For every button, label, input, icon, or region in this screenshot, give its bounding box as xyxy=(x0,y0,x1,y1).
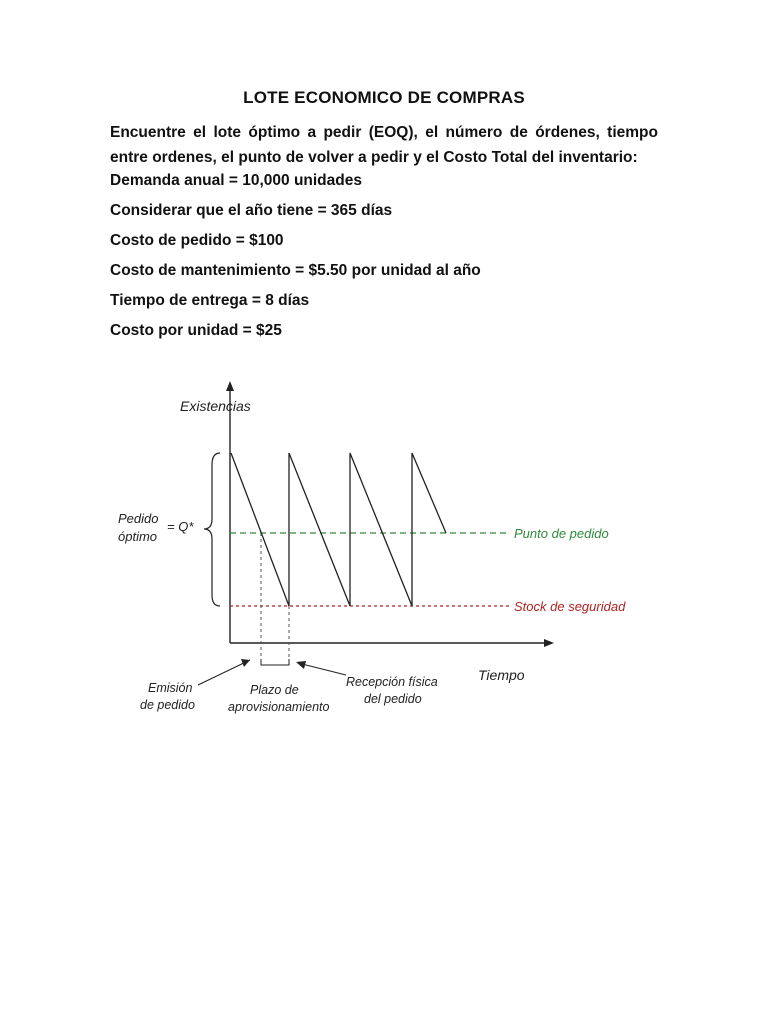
holding-cost-line: Costo de mantenimiento = $5.50 por unidad al año xyxy=(110,262,481,279)
safety-stock-label: Stock de seguridad xyxy=(514,599,626,614)
inventory-diagram xyxy=(110,375,626,725)
y-axis-label: Existencias xyxy=(180,398,251,414)
days-per-year-line: Considerar que el año tiene = 365 días xyxy=(110,202,393,219)
lead-time-bracket xyxy=(261,659,289,665)
emission-label-line2: de pedido xyxy=(140,698,195,712)
y-axis-arrow xyxy=(226,381,234,391)
reception-pointer xyxy=(298,663,346,675)
q-equals-label: = Q* xyxy=(167,519,194,534)
order-cost-line: Costo de pedido = $100 xyxy=(110,232,284,249)
lead-time-label-line2: aprovisionamiento xyxy=(228,700,330,714)
inventory-sawtooth xyxy=(231,453,446,606)
emission-pointer xyxy=(198,660,250,685)
emission-label-line1: Emisión xyxy=(148,681,193,695)
emission-arrowhead xyxy=(241,659,250,667)
q-label-line1: Pedido xyxy=(118,511,159,526)
lead-time-label-line1: Plazo de xyxy=(250,683,299,697)
q-brace xyxy=(204,453,220,606)
problem-statement: Encuentre el lote óptimo a pedir (EOQ), el número de órdenes, tiempo entre ordenes, el punto de volver a pedir y el Costo Total del inventario: xyxy=(110,124,658,166)
unit-cost-line: Costo por unidad = $25 xyxy=(110,322,282,339)
x-axis-arrow xyxy=(544,639,554,647)
lead-time-line: Tiempo de entrega = 8 días xyxy=(110,292,310,309)
annual-demand-line: Demanda anual = 10,000 unidades xyxy=(110,172,362,189)
reorder-point-label: Punto de pedido xyxy=(514,526,609,541)
x-axis-label: Tiempo xyxy=(478,667,525,683)
reception-label-line1: Recepción física xyxy=(346,675,438,689)
q-label-line2: óptimo xyxy=(118,529,158,544)
reception-label-line2: del pedido xyxy=(364,692,422,706)
document-title: LOTE ECONOMICO DE COMPRAS xyxy=(243,88,525,107)
reception-arrowhead xyxy=(296,661,306,669)
